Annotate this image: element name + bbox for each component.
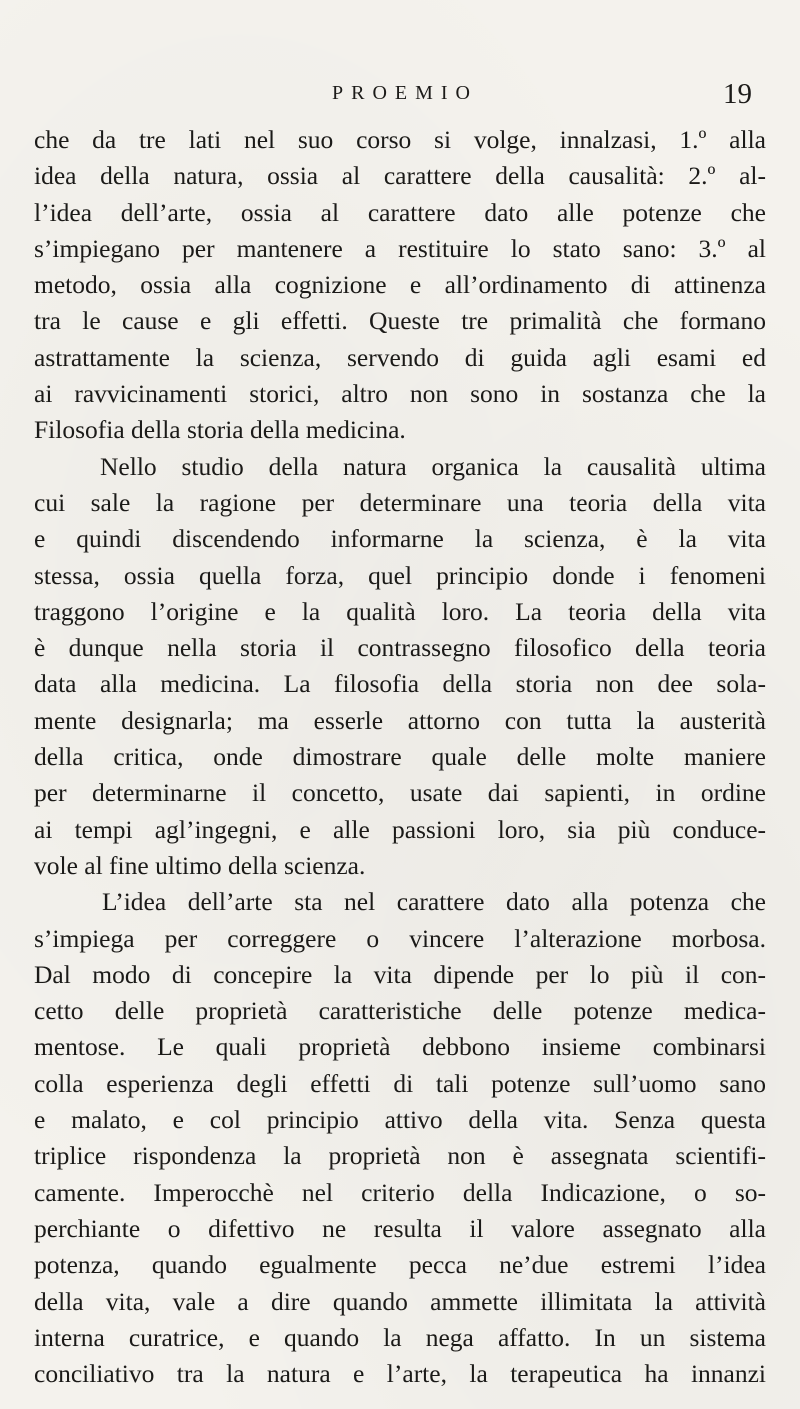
body-text [34, 122, 766, 1392]
text-line: traggono l’origine e la qualità loro. La teoria della vita [34, 596, 766, 626]
text-line: s’impiegano per mantenere a restituire lo stato sano: 3.º al [34, 233, 766, 263]
text-line: e malato, e col principio attivo della vita. Senza questa [34, 1105, 766, 1135]
text-line: della critica, onde dimostrare quale delle molte maniere [34, 742, 766, 772]
text-line: perchiante o difettivo ne resulta il valore assegnato alla [34, 1213, 766, 1243]
text-line: camente. Imperocchè nel criterio della Indicazione, o so- [34, 1177, 766, 1207]
text-line: data alla medicina. La filosofia della storia non dee sola- [34, 669, 766, 699]
text-line: tra le cause e gli effetti. Queste tre primalità che formano [34, 306, 766, 336]
paragraph-first-line: L’idea dell’arte sta nel carattere dato alla potenza che [102, 887, 766, 917]
text-line: s’impiega per correggere o vincere l’alterazione morbosa. [34, 923, 766, 953]
text-line: ai tempi agl’ingegni, e alle passioni loro, sia più conduce- [34, 814, 766, 844]
page-number: 19 [723, 78, 752, 110]
text-line: cetto delle proprietà caratteristiche delle potenze medica- [34, 996, 766, 1026]
text-line: che da tre lati nel suo corso si volge, innalzasi, 1.º alla [34, 125, 766, 154]
text-line: ai ravvicinamenti storici, altro non sono in sostanza che la [34, 379, 766, 409]
text-line: astrattamente la scienza, servendo di guida agli esami ed [34, 342, 766, 372]
text-line: per determinarne il concetto, usate dai sapienti, in ordine [34, 778, 766, 808]
text-line: metodo, ossia alla cognizione e all’ordinamento di attinenza [34, 270, 766, 300]
text-line: mentose. Le quali proprietà debbono insieme combinarsi [34, 1032, 766, 1062]
text-line: stessa, ossia quella forza, quel principio donde i fenomeni [34, 560, 766, 590]
page-header [38, 78, 762, 118]
text-line: triplice rispondenza la proprietà non è assegnata scientifi- [34, 1141, 766, 1171]
text-line: Dal modo di concepire la vita dipende per lo più il con- [34, 959, 766, 989]
text-line: colla esperienza degli effetti di tali potenze sull’uomo sano [34, 1068, 766, 1098]
text-line: l’idea dell’arte, ossia al carattere dato alle potenze che [34, 197, 766, 227]
text-line: interna curatrice, e quando la nega affatto. In un sistema [34, 1322, 766, 1352]
text-line: conciliativo tra la natura e l’arte, la terapeutica ha innanzi [34, 1359, 766, 1389]
paragraph-first-line: Nello studio della natura organica la causalità ultima [100, 451, 766, 481]
text-line: Filosofia della storia della medicina. [34, 415, 406, 445]
running-head: PROEMIO [331, 82, 478, 104]
text-line: è dunque nella storia il contrassegno filosofico della teoria [34, 633, 766, 663]
text-line: vole al fine ultimo della scienza. [34, 850, 366, 880]
text-line: idea della natura, ossia al carattere della causalità: 2.º al- [34, 161, 766, 191]
text-line: potenza, quando egualmente pecca ne’due estremi l’idea [34, 1250, 766, 1280]
text-line: e quindi discendendo informarne la scienza, è la vita [34, 524, 766, 554]
text-line: mente designarla; ma esserle attorno con tutta la austerità [34, 705, 766, 735]
text-line: cui sale la ragione per determinare una teoria della vita [34, 487, 766, 517]
text-line: della vita, vale a dire quando ammette illimitata la attività [34, 1286, 766, 1316]
